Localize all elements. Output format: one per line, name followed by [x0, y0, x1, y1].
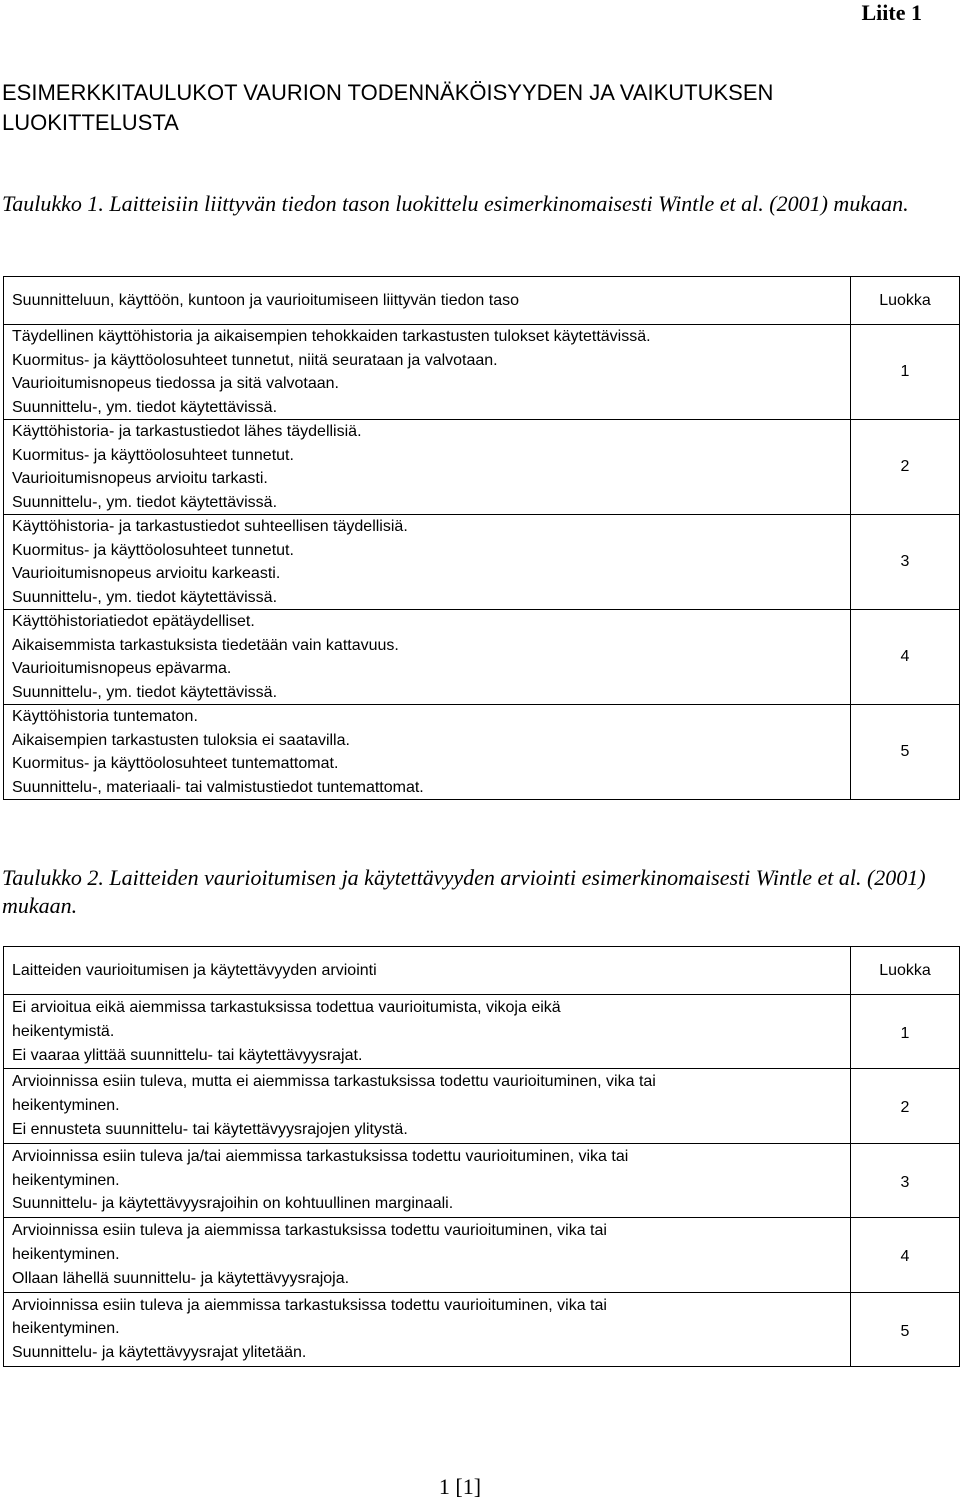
description-line: Arvioinnissa esiin tuleva ja aiemmissa tarkastuksissa todettu vaurioituminen, vika tai — [12, 1296, 607, 1314]
table-row — [4, 1069, 960, 1143]
description-line: Vaurioitumisnopeus arvioitu karkeasti. — [12, 565, 281, 582]
description-line: Kuormitus- ja käyttöolosuhteet tunnetut. — [12, 446, 294, 464]
description-line: Ei vaaraa ylittää suunnittelu- tai käytettävyysrajat. — [12, 1046, 363, 1064]
table1-caption-text: Laitteisiin liittyvän tiedon tason luokittelu esimerkinomaisesti Wintle et al. (2001) mukaan. — [109, 191, 909, 216]
row-description — [4, 420, 851, 515]
row-description — [4, 1292, 851, 1366]
row-class: 2 — [851, 420, 960, 515]
row-class: 1 — [851, 995, 960, 1069]
description-line: heikentyminen. — [12, 1245, 120, 1263]
description-line: Suunnittelu-, materiaali- tai valmistustiedot tuntemattomat. — [12, 778, 424, 796]
table2-caption — [2, 864, 942, 920]
description-line: Käyttöhistoriatiedot epätäydelliset. — [12, 613, 255, 630]
row-description — [4, 610, 851, 705]
description-line: Arvioinnissa esiin tuleva, mutta ei aiemmissa tarkastuksissa todettu vaurioituminen, vika tai — [12, 1073, 656, 1091]
description-line: Käyttöhistoria- ja tarkastustiedot suhteellisen täydellisiä. — [12, 518, 408, 535]
knowledge-level-table — [3, 276, 960, 800]
column-header-assessment: Laitteiden vaurioitumisen ja käytettävyyden arviointi — [4, 947, 851, 995]
row-class: 4 — [851, 1218, 960, 1292]
table2-caption-text: Laitteiden vaurioitumisen ja käytettävyyden arviointi esimerkinomaisesti Wintle et al. (2001) mukaan. — [2, 865, 926, 918]
table-row — [4, 420, 960, 515]
table-row — [4, 610, 960, 705]
description-line: Ollaan lähellä suunnittelu- ja käytettävyysrajoja. — [12, 1269, 350, 1287]
table-row — [4, 1292, 960, 1366]
description-line: Arvioinnissa esiin tuleva ja/tai aiemmissa tarkastuksissa todettu vaurioituminen, vika tai — [12, 1147, 629, 1165]
description-line: heikentyminen. — [12, 1320, 120, 1338]
description-line: Käyttöhistoria tuntematon. — [12, 708, 198, 725]
row-class: 3 — [851, 515, 960, 610]
table-row — [4, 325, 960, 420]
table-header-row — [4, 947, 960, 995]
row-description — [4, 995, 851, 1069]
description-line: heikentymistä. — [12, 1022, 115, 1040]
description-line: Täydellinen käyttöhistoria ja aikaisempien tehokkaiden tarkastusten tulokset käytettävissä. — [12, 328, 651, 345]
row-description — [4, 1218, 851, 1292]
description-line: Suunnittelu-, ym. tiedot käytettävissä. — [12, 493, 278, 511]
description-line: Kuormitus- ja käyttöolosuhteet tunnetut, niitä seurataan ja valvotaan. — [12, 351, 498, 369]
table2-caption-label: Taulukko 2. — [2, 865, 104, 890]
row-description — [4, 515, 851, 610]
description-line: Kuormitus- ja käyttöolosuhteet tunnetut. — [12, 541, 294, 559]
table-row — [4, 1218, 960, 1292]
row-class: 5 — [851, 705, 960, 800]
row-class: 3 — [851, 1143, 960, 1217]
description-line: Arvioinnissa esiin tuleva ja aiemmissa tarkastuksissa todettu vaurioituminen, vika tai — [12, 1222, 607, 1240]
description-line: heikentyminen. — [12, 1171, 120, 1189]
table1-caption-label: Taulukko 1. — [2, 191, 104, 216]
row-description — [4, 1069, 851, 1143]
description-line: Käyttöhistoria- ja tarkastustiedot lähes täydellisiä. — [12, 423, 362, 440]
description-line: Aikaisemmista tarkastuksista tiedetään vain kattavuus. — [12, 636, 399, 654]
document-title: ESIMERKKITAULUKOT VAURION TODENNÄKÖISYYDEN JA VAIKUTUKSEN LUOKITTELUSTA — [2, 80, 774, 135]
damage-assessment-table — [3, 946, 960, 1367]
table-row — [4, 515, 960, 610]
description-line: Suunnittelu- ja käytettävyysrajat ylitetään. — [12, 1344, 307, 1362]
description-line: Kuormitus- ja käyttöolosuhteet tuntemattomat. — [12, 755, 339, 772]
description-line: Suunnittelu-, ym. tiedot käytettävissä. — [12, 398, 278, 416]
table-row — [4, 705, 960, 800]
column-header-class: Luokka — [851, 277, 960, 325]
description-line: Suunnittelu-, ym. tiedot käytettävissä. — [12, 588, 278, 606]
row-class: 5 — [851, 1292, 960, 1366]
column-header-knowledge-level: Suunnitteluun, käyttöön, kuntoon ja vaurioitumiseen liittyvän tiedon taso — [4, 277, 851, 325]
page-number: 1 [1] — [438, 1474, 482, 1499]
table-row — [4, 1143, 960, 1217]
description-line: Aikaisempien tarkastusten tuloksia ei saatavilla. — [12, 731, 350, 749]
table-header-row — [4, 277, 960, 325]
row-class: 2 — [851, 1069, 960, 1143]
row-description — [4, 325, 851, 420]
description-line: Vaurioitumisnopeus tiedossa ja sitä valvotaan. — [12, 375, 339, 392]
row-description — [4, 1143, 851, 1217]
description-line: Vaurioitumisnopeus arvioitu tarkasti. — [12, 470, 268, 487]
description-line: Ei ennusteta suunnittelu- tai käytettävyysrajojen ylitystä. — [12, 1120, 408, 1138]
row-description — [4, 705, 851, 800]
table1-caption — [2, 190, 942, 218]
row-class: 4 — [851, 610, 960, 705]
appendix-label: Liite 1 — [861, 0, 922, 25]
column-header-class: Luokka — [851, 947, 960, 995]
description-line: Suunnittelu-, ym. tiedot käytettävissä. — [12, 683, 278, 701]
description-line: Suunnittelu- ja käytettävyysrajoihin on kohtuullinen marginaali. — [12, 1195, 454, 1213]
description-line: Ei arvioitua eikä aiemmissa tarkastuksissa todettua vaurioitumista, vikoja eikä — [12, 999, 561, 1016]
table-row — [4, 995, 960, 1069]
row-class: 1 — [851, 325, 960, 420]
description-line: heikentyminen. — [12, 1097, 120, 1115]
description-line: Vaurioitumisnopeus epävarma. — [12, 660, 232, 677]
